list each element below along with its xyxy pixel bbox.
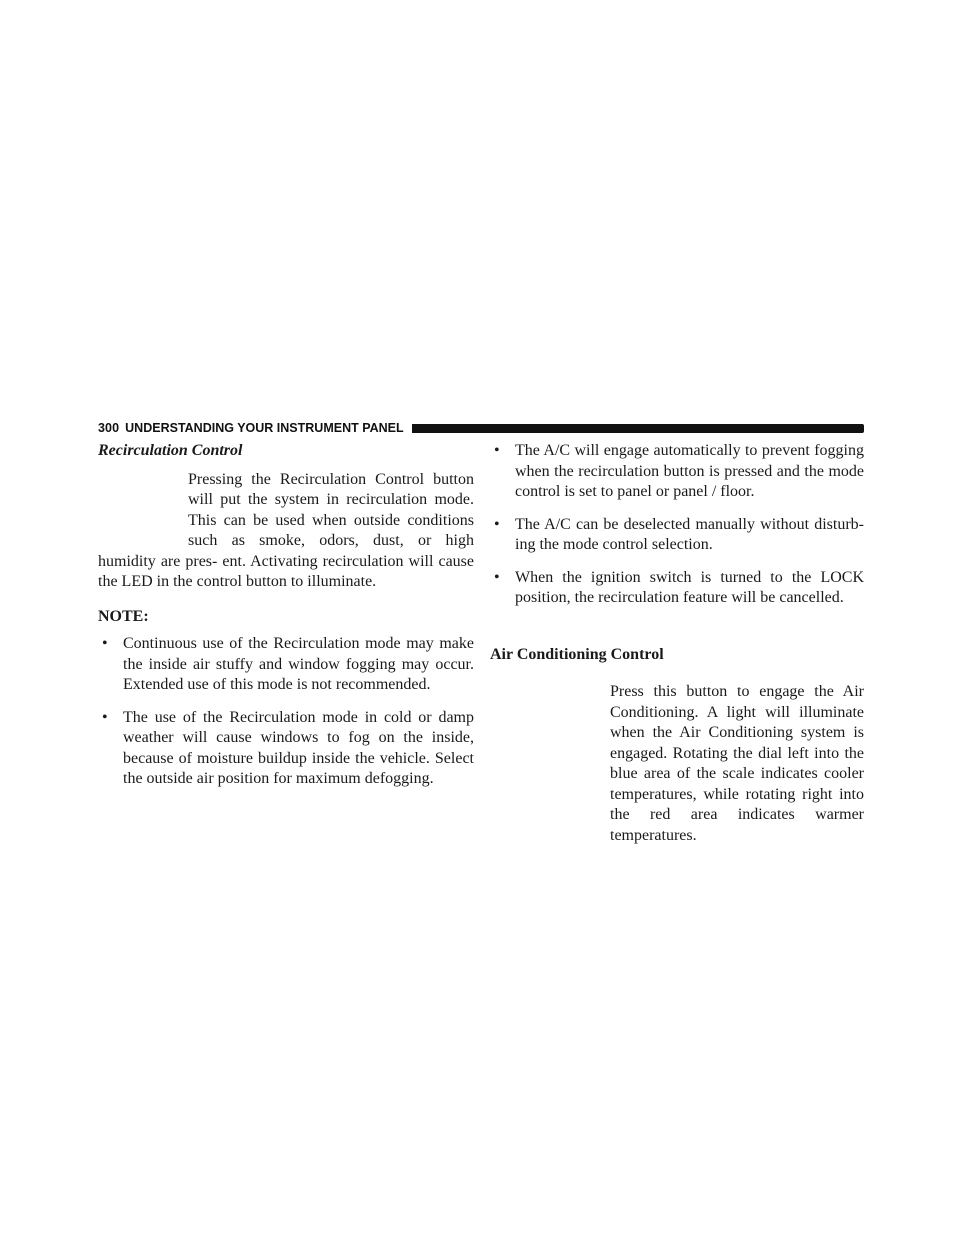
header-rule (412, 424, 864, 433)
air-conditioning-paragraph: Press this button to engage the Air Conditioning. A light will illuminate when the Air Conditioning system is engaged. Rotating the dial left into the blue area of the scale indicates cooler temperatures, while rotating right into the red area indicates warmer temperatures. (610, 683, 864, 844)
bullet-icon: • (102, 708, 108, 726)
note-bullet-list (98, 634, 474, 790)
bullet-icon: • (494, 515, 500, 533)
recirculation-intro (98, 470, 474, 593)
section-title: UNDERSTANDING YOUR INSTRUMENT PANEL (125, 421, 404, 435)
bullet-icon: • (494, 568, 500, 586)
bullet-text: The A/C can be deselected manually without disturb- ing the mode control selection. (515, 515, 864, 553)
recirculation-heading: Recirculation Control (98, 442, 243, 459)
air-conditioning-heading: Air Conditioning Control (490, 645, 664, 663)
list-item (98, 708, 474, 790)
left-column (98, 441, 474, 802)
bullet-icon: • (102, 635, 108, 652)
list-item (490, 515, 864, 556)
bullet-text: When the ignition switch is turned to the LOCK position, the recirculation feature will be cancelled. (515, 568, 864, 606)
list-item (490, 568, 864, 609)
right-column (490, 441, 864, 846)
note-label: NOTE: (98, 607, 149, 625)
bullet-text: The use of the Recirculation mode in cold or damp weather will cause windows to fog on the inside, because of moisture buildup inside the vehicle. Select the outside air position for maximum defogging. (123, 708, 474, 787)
bullet-icon: • (494, 442, 500, 459)
bullet-text: The A/C will engage automatically to prevent fogging when the recirculation button is pressed and the mode control is set to panel or panel / floor. (515, 442, 864, 500)
list-item (490, 441, 864, 503)
recirculation-paragraph: Pressing the Recirculation Control button will put the system in recirculation mode. This can be used when outside conditions such as smoke, odors, dust, or high humidity are pres- ent. Activating recirculation will cause the LED in the control button to illuminate. (98, 470, 474, 590)
bullet-text: Continuous use of the Recirculation mode may make the inside air stuffy and window fogging may occur. Extended use of this mode is not recommended. (123, 635, 474, 693)
ac-bullet-list (490, 441, 864, 609)
list-item (98, 634, 474, 696)
page-number: 300 (98, 421, 120, 435)
recirculation-button-image (98, 470, 188, 550)
page-header (98, 420, 864, 436)
